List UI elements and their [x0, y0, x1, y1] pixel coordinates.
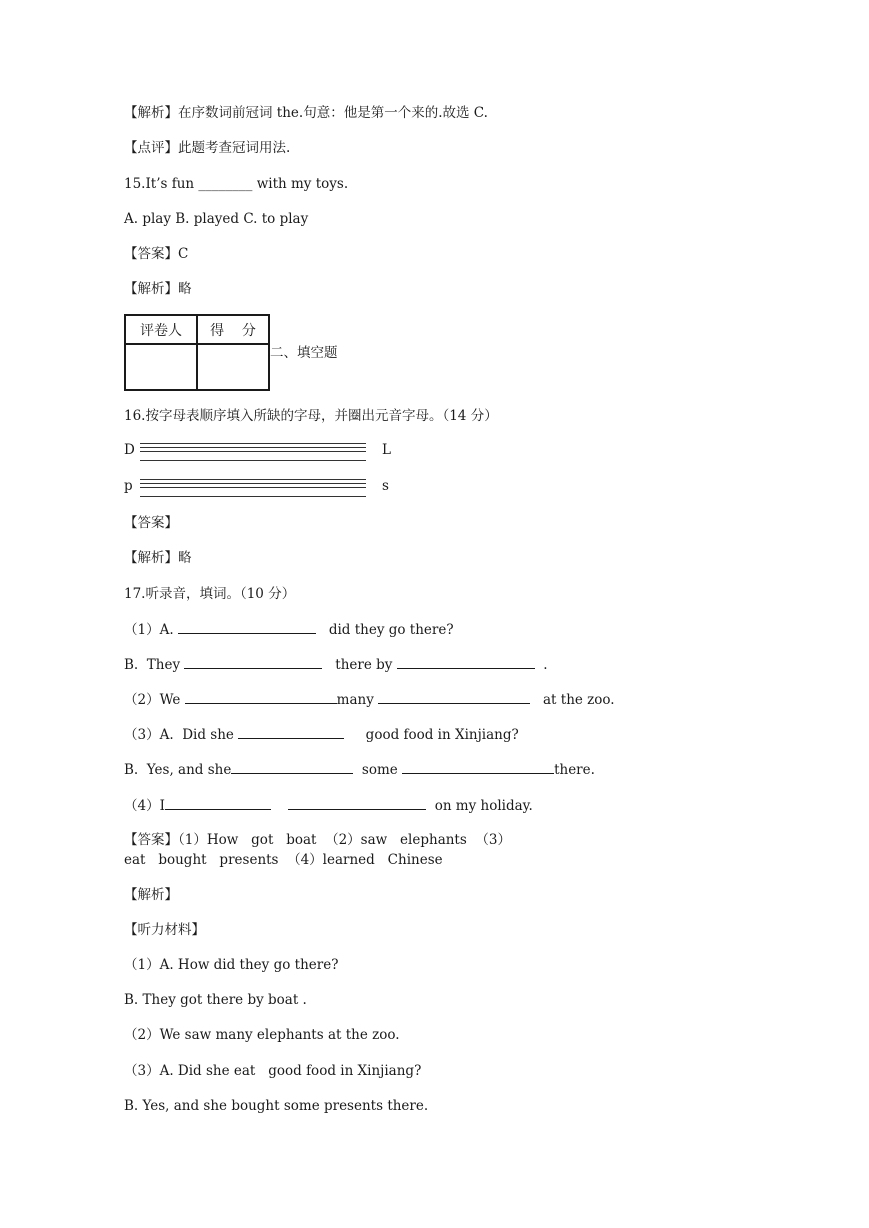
answer-blank	[238, 724, 344, 739]
item-text: there.	[554, 762, 595, 778]
writing-line	[140, 483, 366, 484]
item-text: some	[361, 762, 398, 778]
question-15-analysis: 【解析】略	[124, 281, 192, 297]
grader-cell	[125, 344, 197, 390]
item-text: at the zoo.	[543, 692, 615, 708]
question-16-answer: 【答案】	[124, 515, 178, 531]
question-15: 15.It’s fun ________ with my toys.	[124, 176, 349, 192]
answer-blank	[178, 619, 316, 634]
item-prefix: （2）We	[124, 692, 181, 708]
q17-item-6	[124, 795, 533, 816]
answer-blank	[165, 795, 271, 810]
score-header: 得 分	[197, 315, 269, 344]
question-15-answer: 【答案】C	[124, 246, 189, 262]
listening-line: （3）A. Did she eat good food in Xinjiang?	[124, 1063, 422, 1079]
seq-start-letter: D	[124, 442, 135, 458]
item-prefix: （4）I	[124, 798, 165, 814]
question-15-options: A. play B. played C. to play	[124, 211, 309, 227]
listening-line: （1）A. How did they go there?	[124, 957, 339, 973]
writing-line	[140, 451, 366, 452]
item-text: there by	[335, 657, 393, 673]
item-text: did they go there?	[328, 622, 454, 638]
item-prefix: （1）A.	[124, 622, 174, 638]
analysis-line: 【解析】在序数词前冠词 the.句意：他是第一个来的.故选 C.	[124, 105, 488, 121]
answer-blank	[184, 654, 322, 669]
answer-blank	[231, 759, 353, 774]
letter-sequence-row-1	[124, 437, 404, 467]
listening-line: B. Yes, and she bought some presents there.	[124, 1098, 429, 1114]
question-17-answer: 【答案】（1）How got boat （2）saw elephants （3）	[124, 832, 511, 848]
writing-line	[140, 447, 366, 448]
answer-blank	[402, 759, 554, 774]
q17-item-5	[124, 759, 595, 780]
item-prefix: B. They	[124, 657, 181, 673]
item-text: on my holiday.	[434, 798, 533, 814]
answer-blank	[378, 689, 530, 704]
question-16-analysis: 【解析】略	[124, 550, 192, 566]
seq-start-letter: p	[124, 478, 133, 494]
item-text: many	[336, 692, 374, 708]
question-17-analysis: 【解析】	[124, 887, 178, 903]
question-16: 16.按字母表顺序填入所缺的字母，并圈出元音字母。（14 分）	[124, 408, 498, 424]
item-prefix: B. Yes, and she	[124, 762, 232, 778]
writing-line	[140, 460, 366, 461]
score-table	[124, 314, 270, 391]
seq-end-letter: s	[382, 478, 389, 494]
writing-line	[140, 443, 366, 444]
question-17: 17.听录音，填词。（10 分）	[124, 586, 296, 602]
answer-blank	[288, 795, 426, 810]
seq-end-letter: L	[382, 442, 391, 458]
writing-line	[140, 487, 366, 488]
score-cell	[197, 344, 269, 390]
item-text: .	[543, 657, 548, 673]
letter-sequence-row-2	[124, 473, 404, 503]
question-17-answer-cont: eat bought presents （4）learned Chinese	[124, 852, 443, 868]
answer-blank	[397, 654, 535, 669]
listening-line: B. They got there by boat .	[124, 992, 307, 1008]
writing-line	[140, 479, 366, 480]
section-title: 二、填空题	[270, 345, 338, 361]
listening-material-heading: 【听力材料】	[124, 922, 205, 938]
answer-blank	[185, 689, 337, 704]
q17-item-3	[124, 689, 615, 710]
listening-line: （2）We saw many elephants at the zoo.	[124, 1027, 400, 1043]
item-prefix: （3）A. Did she	[124, 727, 234, 743]
grader-header: 评卷人	[125, 315, 197, 344]
q17-item-4	[124, 724, 519, 745]
q17-item-2	[124, 654, 548, 675]
q17-item-1	[124, 619, 454, 640]
item-text: good food in Xinjiang?	[365, 727, 519, 743]
writing-line	[140, 496, 366, 497]
comment-line: 【点评】此题考查冠词用法.	[124, 140, 291, 156]
